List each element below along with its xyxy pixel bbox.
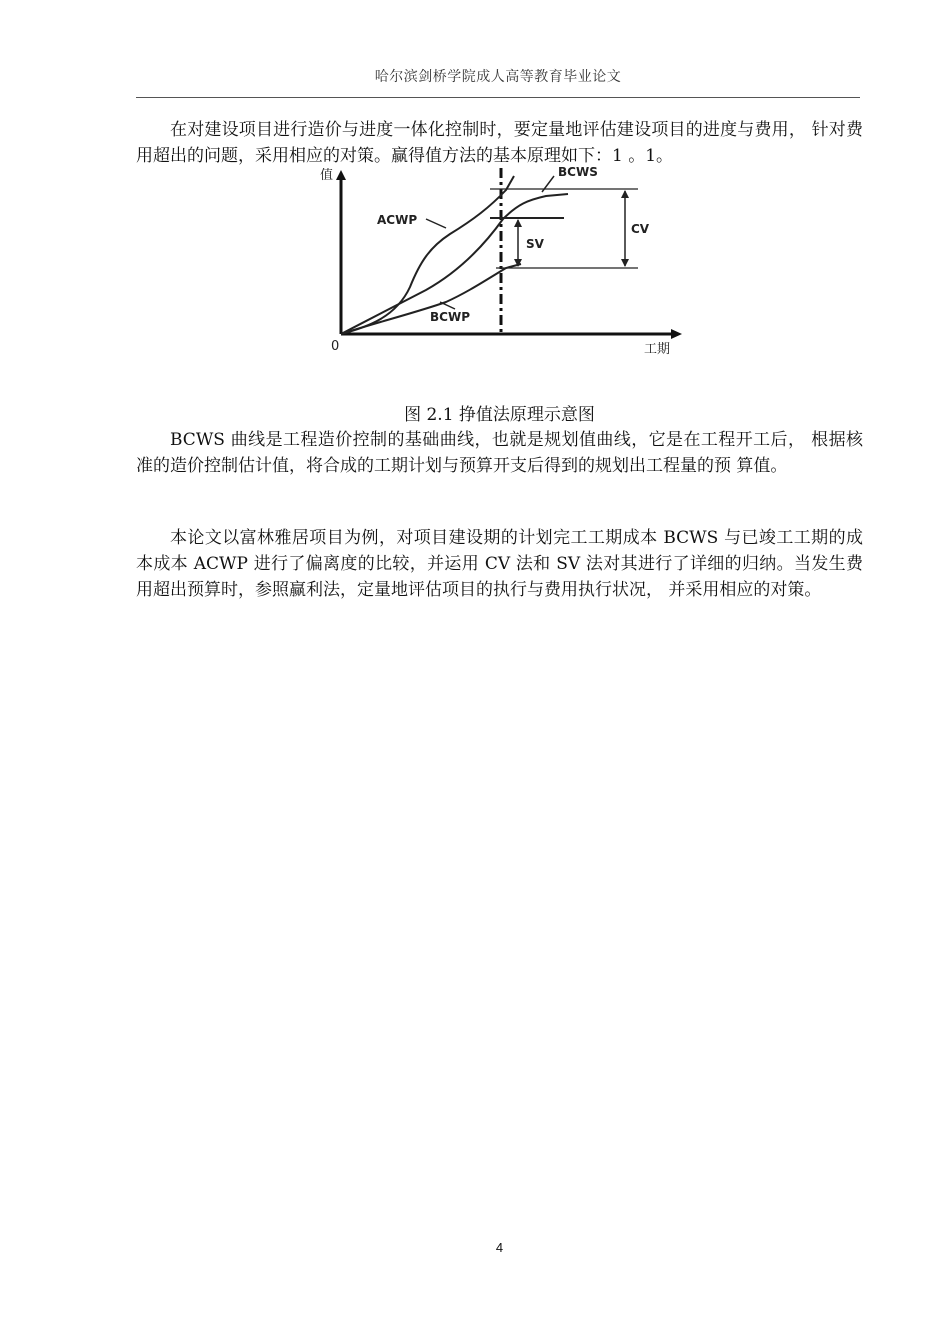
x-axis-arrow: [671, 329, 682, 339]
origin-label: 0: [331, 339, 340, 354]
header-divider: [136, 97, 860, 98]
page-header: 哈尔滨剑桥学院成人高等教育毕业论文: [374, 69, 622, 85]
x-axis-label: 工期: [644, 342, 671, 357]
bcws-leader: [542, 176, 554, 192]
sv-arrow-top: [514, 219, 522, 227]
y-axis-arrow: [336, 170, 346, 180]
bcwp-leader: [440, 302, 455, 309]
earned-value-diagram: [318, 162, 698, 362]
cv-arrow-bottom: [621, 259, 629, 267]
earned-value-figure: [318, 162, 698, 362]
paragraph-bcws: BCWS 曲线是工程造价控制的基础曲线，也就是规划值曲线，它是在工程开工后， 根据核准的造价控制估计值，将合成的工期计划与预算开支后得到的规划出工程量的预 算值。: [136, 430, 863, 476]
acwp-leader: [426, 219, 446, 228]
y-axis-label: 值: [320, 168, 334, 183]
acwp-curve: [341, 176, 514, 334]
acwp-label: ACWP: [377, 213, 418, 227]
cv-label: CV: [631, 222, 650, 236]
cv-arrow-top: [621, 190, 629, 198]
bcws-label: BCWS: [558, 165, 598, 179]
page-number: 4: [495, 1240, 504, 1255]
paragraph-case-study: 本论文以富林雅居项目为例，对项目建设期的计划完工工期成本 BCWS 与已竣工工期的成本成本 ACWP 进行了偏离度的比较，并运用 CV 法和 SV 法对其进行了详细的归纳。当发生费用超出预算时，参照赢利法，定量地评估项目的执行与费用执行状况， 并采用相应的对策。: [136, 528, 863, 600]
paragraph-intro: 在对建设项目进行造价与进度一体化控制时，要定量地评估建设项目的进度与费用， 针对费用超出的问题，采用相应的对策。赢得值方法的基本原理如下：1 。1。: [136, 120, 863, 166]
figure-caption: 图 2.1 挣值法原理示意图: [404, 405, 595, 425]
bcwp-label: BCWP: [430, 310, 470, 324]
sv-label: SV: [526, 237, 544, 251]
